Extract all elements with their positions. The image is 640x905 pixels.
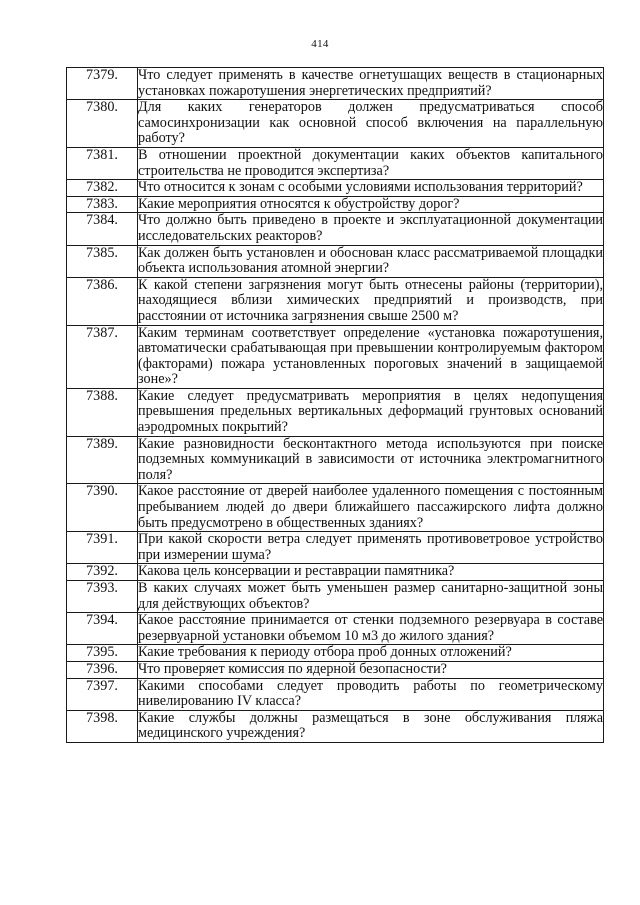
row-number: 7382. — [67, 180, 138, 197]
row-number: 7393. — [67, 581, 138, 613]
row-question: Какова цель консервации и реставрации памятника? — [138, 564, 604, 581]
row-number: 7387. — [67, 325, 138, 388]
row-question: Что должно быть приведено в проекте и эксплуатационной документации исследовательских реакторов? — [138, 212, 603, 244]
row-number: 7380. — [67, 100, 138, 148]
table-row — [67, 613, 604, 645]
table-row — [67, 532, 604, 564]
row-question: Какие мероприятия относятся к обустройству дорог? — [138, 196, 604, 213]
row-number: 7388. — [67, 388, 138, 436]
row-number: 7385. — [67, 245, 138, 277]
row-number: 7379. — [67, 68, 138, 100]
table-row — [67, 564, 604, 581]
table-row — [67, 436, 604, 484]
table-row — [67, 710, 604, 742]
row-question: Какие требования к периоду отбора проб донных отложений? — [138, 645, 604, 662]
row-number: 7383. — [67, 196, 138, 213]
table-row — [67, 213, 604, 245]
row-question: В отношении проектной документации каких объектов капитального строительства не проводится экспертиза? — [138, 146, 603, 179]
row-question: Что относится к зонам с особыми условиями использования территорий? — [138, 180, 604, 197]
row-number: 7389. — [67, 436, 138, 484]
table-row — [67, 661, 604, 678]
table-row — [67, 277, 604, 325]
table-row — [67, 484, 604, 532]
row-number: 7391. — [67, 532, 138, 564]
row-number: 7392. — [67, 564, 138, 581]
table-row — [67, 147, 604, 179]
page-number: 414 — [311, 38, 329, 50]
row-question: Какое расстояние принимается от стенки подземного резервуара в составе резервуарной установки объемом 10 м3 до жилого здания? — [138, 612, 603, 644]
row-number: 7394. — [67, 613, 138, 645]
table-row — [67, 68, 604, 100]
table-row — [67, 388, 604, 436]
table-row — [67, 100, 604, 148]
row-question: В каких случаях может быть уменьшен размер санитарно-защитной зоны для действующих объектов? — [138, 580, 603, 612]
table-row — [67, 196, 604, 213]
row-question: Как должен быть установлен и обоснован класс рассматриваемой площадки объекта использования атомной энергии? — [138, 244, 603, 277]
row-question: Какие следует предусматривать мероприятия в целях недопущения превышения предельных вертикальных деформаций грунтовых оснований аэродромных покрытий? — [138, 387, 603, 436]
row-question: Какие разновидности бесконтактного метода используются при поиске подземных коммуникаций в зависимости от источника электромагнитного поля? — [138, 435, 603, 483]
row-question: Какими способами следует проводить работы по геометрическому нивелированию IV класса? — [138, 677, 603, 710]
row-question: Что проверяет комиссия по ядерной безопасности? — [138, 661, 604, 678]
row-question: При какой скорости ветра следует применять противоветровое устройство при измерении шума? — [138, 531, 603, 563]
row-question: Какое расстояние от дверей наиболее удаленного помещения с постоянным пребыванием людей до двери ближайшего пассажирского лифта должно быть предусмотрено в общественных зданиях? — [138, 483, 603, 531]
row-number: 7390. — [67, 484, 138, 532]
table-row — [67, 678, 604, 710]
table-row — [67, 645, 604, 662]
row-question: Каким терминам соответствует определение «установка пожаротушения, автоматически срабатывающая при превышении контролируемым фактором (факторами) пожара установленных пороговых значений в защищаемой зоне»? — [138, 324, 603, 388]
row-number: 7381. — [67, 147, 138, 179]
row-number: 7395. — [67, 645, 138, 662]
row-question: Что следует применять в качестве огнетушащих веществ в стационарных установках пожаротушения энергетических предприятий? — [138, 67, 603, 99]
row-number: 7384. — [67, 213, 138, 245]
table-row — [67, 180, 604, 197]
table-row — [67, 581, 604, 613]
row-question: Для каких генераторов должен предусматриваться способ самосинхронизации как основной способ включения на параллельную работу? — [138, 99, 603, 147]
row-question: К какой степени загрязнения могут быть отнесены районы (территории), находящиеся вблизи химических предприятий и производств, при расстоянии от источника загрязнения свыше 2500 м? — [138, 276, 603, 324]
row-number: 7398. — [67, 710, 138, 742]
row-number: 7397. — [67, 678, 138, 710]
row-question: Какие службы должны размещаться в зоне обслуживания пляжа медицинского учреждения? — [138, 709, 603, 742]
questions-table — [66, 67, 604, 743]
table-row — [67, 325, 604, 388]
row-number: 7396. — [67, 661, 138, 678]
table-row — [67, 245, 604, 277]
row-number: 7386. — [67, 277, 138, 325]
